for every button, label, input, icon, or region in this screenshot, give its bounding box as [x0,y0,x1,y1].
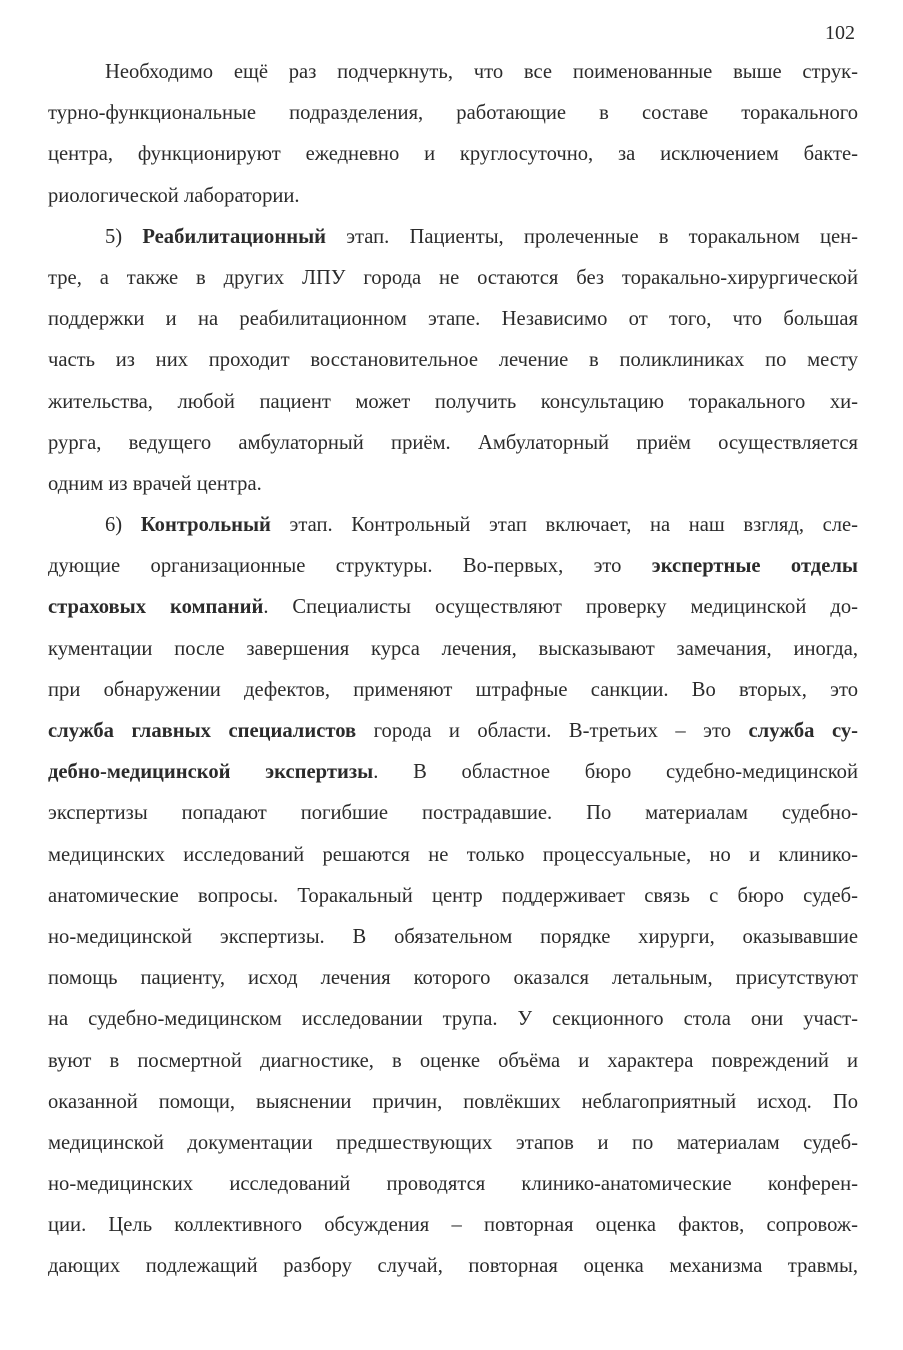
text-line [48,963,858,1004]
text-segment: рурга, ведущего амбулаторный приём. Амбулаторный приём осуществляется [48,431,858,454]
text-segment: города и области. В-третьих – это [356,720,749,742]
text-line [48,139,858,180]
text-line [48,1251,858,1292]
text-segment: при обнаружении дефектов, применяют штрафные санкции. Во вторых, это [48,678,858,701]
text-line [48,387,858,428]
text-segment: риологической лаборатории. [48,184,300,207]
bold-term: дебно-медицинской экспертизы [48,761,374,784]
text-segment: жительства, любой пациент может получить консультацию торакального хи- [48,390,858,413]
text-segment: часть из них проходит восстановительное лечение в поликлиниках по месту [48,349,858,372]
text-segment: Необходимо ещё раз подчеркнуть, что все поименованные выше струк- [105,61,858,83]
text-segment: . Специалисты осуществляют проверку медицинской до- [263,596,858,619]
text-segment: на судебно-медицинском исследовании трупа. У секционного стола они участ- [48,1008,858,1031]
text-segment: вуют в посмертной диагностике, в оценке объёма и характера повреждений и [48,1049,858,1072]
text-segment: анатомические вопросы. Торакальный центр поддерживает связь с бюро судеб- [48,884,858,907]
text-line [48,1210,858,1251]
text-line [48,181,858,222]
bold-term: служба главных специалистов [48,720,357,742]
text-line [48,304,858,345]
paragraph-first-line [48,222,858,263]
text-segment: но-медицинских исследований проводятся клинико-анатомические конферен- [48,1173,858,1196]
text-line [48,98,858,139]
text-line [48,881,858,922]
bold-term: Контрольный [140,514,271,537]
bold-term: служба су- [748,720,858,742]
bold-term: страховых компаний [48,596,264,619]
paragraph-first-line [48,57,858,98]
text-line [48,922,858,963]
text-line [48,634,858,675]
text-segment: но-медицинской экспертизы. В обязательном порядке хирурги, оказывавшие [48,925,858,948]
text-segment: 6) [105,514,141,537]
body-text [48,57,858,1293]
text-line [48,1046,858,1087]
text-segment: оказанной помощи, выяснении причин, повлёкших неблагоприятный исход. По [48,1090,858,1113]
paragraph-first-line [48,510,858,551]
text-segment: . В областное бюро судебно-медицинской [373,761,858,784]
text-segment: центра, функционируют ежедневно и круглосуточно, за исключением бакте- [48,143,858,166]
text-line [48,1128,858,1169]
text-line [48,469,858,510]
text-line [48,840,858,881]
text-line [48,757,858,798]
text-segment: 5) [105,225,143,248]
text-segment: медицинской документации предшествующих этапов и по материалам судеб- [48,1131,858,1154]
text-segment: помощь пациенту, исход лечения которого оказался летальным, присутствуют [48,967,858,990]
text-line [48,592,858,633]
text-segment: дающих подлежащий разбору случай, повторная оценка механизма травмы, [48,1255,858,1278]
bold-term: Реабилитационный [142,225,327,248]
text-line [48,551,858,592]
text-segment: этап. Контрольный этап включает, на наш взгляд, сле- [270,514,858,537]
text-line [48,345,858,386]
text-segment: медицинских исследований решаются не только процессуальные, но и клинико- [48,843,858,866]
text-line [48,428,858,469]
text-segment: поддержки и на реабилитационном этапе. Независимо от того, что большая [48,308,858,331]
page-number: 102 [825,22,855,44]
text-line [48,675,858,716]
text-line [48,798,858,839]
text-line [48,1087,858,1128]
text-segment: кументации после завершения курса лечения, высказывают замечания, иногда, [48,637,858,660]
text-segment: этап. Пациенты, пролеченные в торакальном цен- [326,225,858,248]
text-segment: одним из врачей центра. [48,472,262,495]
text-line [48,716,858,757]
text-segment: дующие организационные структуры. Во-первых, это [48,555,652,578]
text-segment: турно-функциональные подразделения, работающие в составе торакального [48,102,858,125]
text-segment: ции. Цель коллективного обсуждения – повторная оценка фактов, сопровож- [48,1214,858,1237]
text-line [48,263,858,304]
bold-term: экспертные отделы [651,555,858,578]
text-line [48,1169,858,1210]
text-segment: тре, а также в других ЛПУ города не остаются без торакально-хирургической [48,266,858,289]
text-line [48,1004,858,1045]
text-segment: экспертизы попадают погибшие пострадавшие. По материалам судебно- [48,802,858,825]
